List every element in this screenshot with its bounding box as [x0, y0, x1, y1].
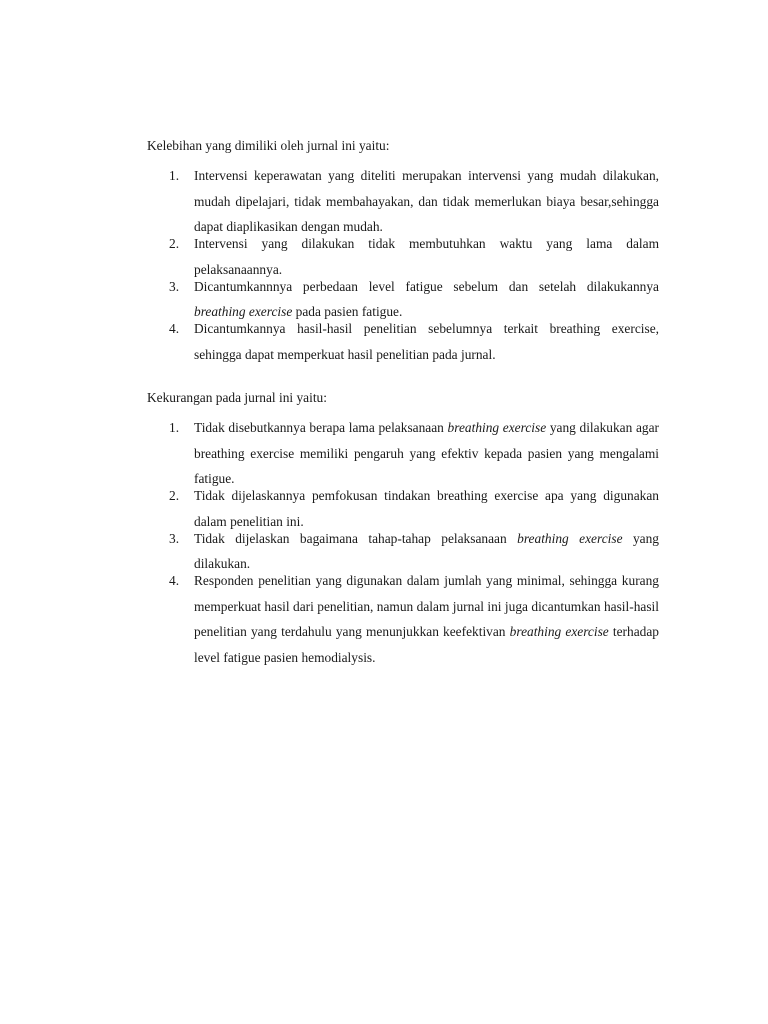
list-item: [147, 568, 659, 670]
item-number: 4.: [169, 321, 180, 336]
item-text: Dicantumkannnya perbedaan level fatigue sebelum dan setelah dilakukannya breathing exercise pada pasien fatigue.: [194, 278, 659, 319]
item-number: 4.: [169, 573, 180, 588]
list-item: [147, 316, 659, 367]
advantages-list: [147, 163, 659, 367]
item-text: Tidak dijelaskannya pemfokusan tindakan breathing exercise apa yang digunakan dalam penelitian ini.: [194, 488, 659, 529]
item-text: Responden penelitian yang digunakan dalam jumlah yang minimal, sehingga kurang memperkuat hasil dari penelitian, namun dalam jurnal ini juga dicantumkan hasil-hasil penelitian yang terdahulu yang menunjukkan keefektivan breathing exercise terhadap level fatigue pasien hemodialysis.: [194, 573, 659, 665]
list-item: [147, 163, 659, 240]
item-number: 3.: [169, 278, 180, 294]
item-number: 1.: [169, 168, 180, 183]
item-number: 2.: [169, 488, 180, 503]
list-item: [147, 415, 659, 492]
item-text: Tidak disebutkannya berapa lama pelaksanaan breathing exercise yang dilakukan agar breathing exercise memiliki pengaruh yang efektiv kepada pasien yang mengalami fatigue.: [194, 420, 660, 486]
item-number: 2.: [169, 236, 180, 251]
disadvantages-heading: Kekurangan pada jurnal ini yaitu:: [147, 390, 327, 405]
item-text: Tidak dijelaskan bagaimana tahap-tahap pelaksanaan breathing exercise yang dilakukan.: [194, 530, 659, 571]
advantages-heading: Kelebihan yang dimiliki oleh jurnal ini yaitu:: [147, 138, 390, 153]
item-text: Dicantumkannya hasil-hasil penelitian sebelumnya terkait breathing exercise, sehingga dapat memperkuat hasil penelitian pada jurnal.: [194, 321, 659, 362]
disadvantages-list: [147, 415, 659, 670]
item-number: 1.: [169, 420, 180, 435]
item-number: 3.: [169, 530, 180, 546]
item-text: Intervensi keperawatan yang diteliti merupakan intervensi yang mudah dilakukan, mudah dipelajari, tidak membahayakan, dan tidak memerlukan biaya besar,sehingga dapat diaplikasikan dengan mudah.: [194, 168, 659, 234]
item-text: Intervensi yang dilakukan tidak membutuhkan waktu yang lama dalam pelaksanaannya.: [194, 236, 659, 277]
